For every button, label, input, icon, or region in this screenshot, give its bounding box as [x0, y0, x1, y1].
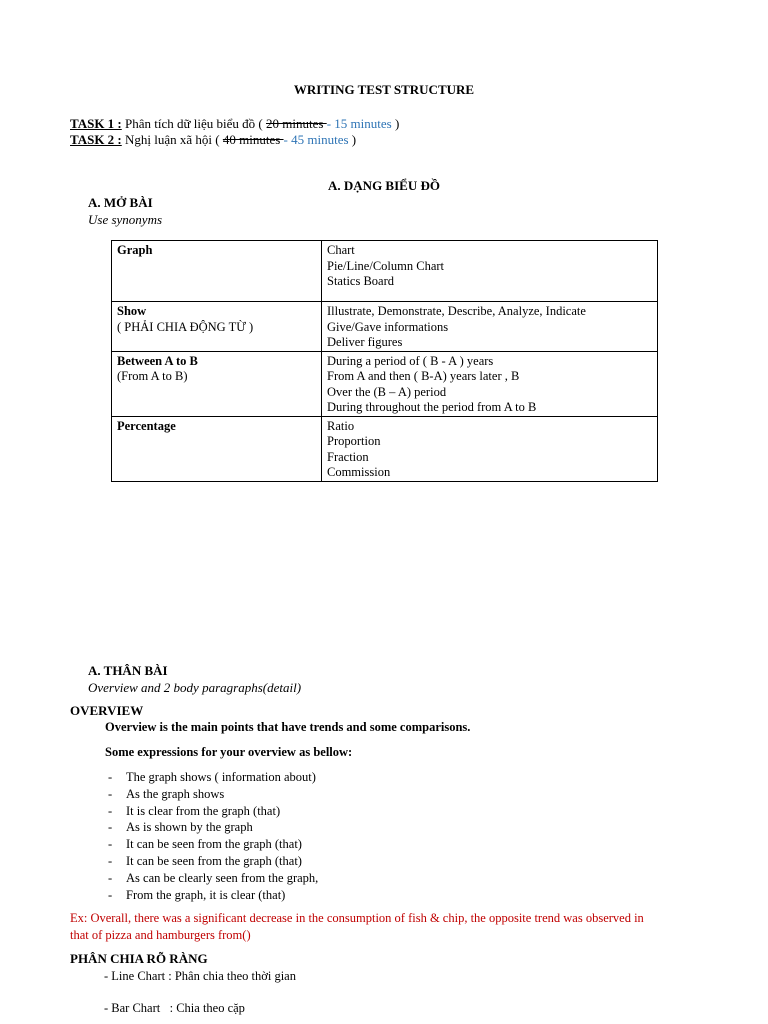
table-value: Commission [327, 465, 391, 479]
list-item: - The graph shows ( information about) [108, 770, 316, 784]
task-2-old-time: 40 minutes [222, 132, 284, 147]
table-row [112, 241, 658, 302]
page-title: WRITING TEST STRUCTURE [293, 82, 475, 97]
task-1-close: ) [391, 116, 400, 131]
table-key: Percentage [117, 418, 176, 433]
table-key: Show [117, 304, 147, 318]
phan-chia-item: - Bar Chart : Chia theo cặp [104, 1001, 245, 1015]
table-value: Give/Gave informations [327, 319, 449, 334]
mo-bai-note: Use synonyms [88, 212, 163, 227]
table-value-cell [322, 351, 658, 416]
table-key-note: (From A to B) [117, 369, 188, 383]
table-value-cell [322, 241, 658, 302]
phan-chia-heading: PHÂN CHIA RÕ RÀNG [70, 951, 208, 966]
table-key-cell [112, 351, 322, 416]
task-2-new-time: 45 minutes [291, 132, 349, 147]
overview-definition: Overview is the main points that have trends and some comparisons. [105, 720, 471, 734]
task-2-label: TASK 2 : [70, 132, 122, 147]
table-value: Pie/Line/Column Chart [327, 258, 445, 273]
synonym-table [111, 240, 658, 482]
table-value: Chart [327, 243, 355, 257]
section-a-heading: A. DẠNG BIỂU ĐỒ [328, 178, 440, 193]
task-2-text: Nghị luận xã hội ( [121, 132, 223, 147]
example-line-1: Ex: Overall, there was a significant decrease in the consumption of fish & chip, the opposite trend was observed in [70, 911, 644, 925]
table-row [112, 416, 658, 481]
overview-heading: OVERVIEW [70, 703, 144, 718]
overview-expressions-intro: Some expressions for your overview as bellow: [105, 745, 353, 759]
table-value: Over the (B – A) period [327, 384, 447, 399]
task-2-line [70, 132, 356, 148]
table-value: Statics Board [327, 274, 395, 288]
table-value: During a period of ( B - A ) years [327, 353, 494, 368]
example-line-2: that of pizza and hamburgers from() [70, 928, 251, 942]
list-item: - As the graph shows [108, 786, 225, 801]
table-value: During throughout the period from A to B [327, 400, 537, 414]
task-2-sep: - [283, 132, 292, 147]
table-row [112, 351, 658, 416]
task-1-text: Phân tích dữ liệu biểu đồ ( [121, 116, 267, 131]
task-1-new-time: 15 minutes [334, 116, 392, 131]
list-item: - It is clear from the graph (that) [108, 803, 281, 818]
table-key: Graph [117, 243, 153, 257]
table-key-cell [112, 241, 322, 302]
task-1-label: TASK 1 : [70, 116, 122, 131]
table-key-cell [112, 416, 322, 481]
task-1-sep: - [326, 116, 335, 131]
table-row [112, 302, 658, 352]
expression-list [108, 769, 318, 903]
list-item: - It can be seen from the graph (that) [108, 837, 302, 852]
table-value-cell [322, 416, 658, 481]
table-key-note: ( PHẢI CHIA ĐỘNG TỪ ) [117, 319, 254, 334]
table-value-cell [322, 302, 658, 352]
table-value: Deliver figures [327, 335, 403, 349]
task-2-close: ) [348, 132, 357, 147]
list-item: - It can be seen from the graph (that) [108, 853, 302, 868]
table-key-cell [112, 302, 322, 352]
table-value: Proportion [327, 434, 381, 448]
table-value: Fraction [327, 449, 369, 464]
table-value: Ratio [327, 418, 355, 433]
table-key: Between A to B [117, 353, 198, 368]
phan-chia-item: - Line Chart : Phân chia theo thời gian [104, 969, 296, 983]
task-1-line [70, 116, 399, 132]
than-bai-note: Overview and 2 body paragraphs(detail) [88, 680, 302, 695]
list-item: - As can be clearly seen from the graph, [108, 870, 319, 885]
list-item: - As is shown by the graph [108, 820, 253, 835]
task-1-old-time: 20 minutes [266, 116, 327, 131]
than-bai-heading: A. THÂN BÀI [88, 663, 168, 678]
mo-bai-heading: A. MỞ BÀI [88, 195, 153, 210]
list-item: - From the graph, it is clear (that) [108, 887, 286, 902]
table-value: From A and then ( B-A) years later , B [327, 369, 520, 383]
table-value: Illustrate, Demonstrate, Describe, Analyze, Indicate [327, 304, 586, 318]
